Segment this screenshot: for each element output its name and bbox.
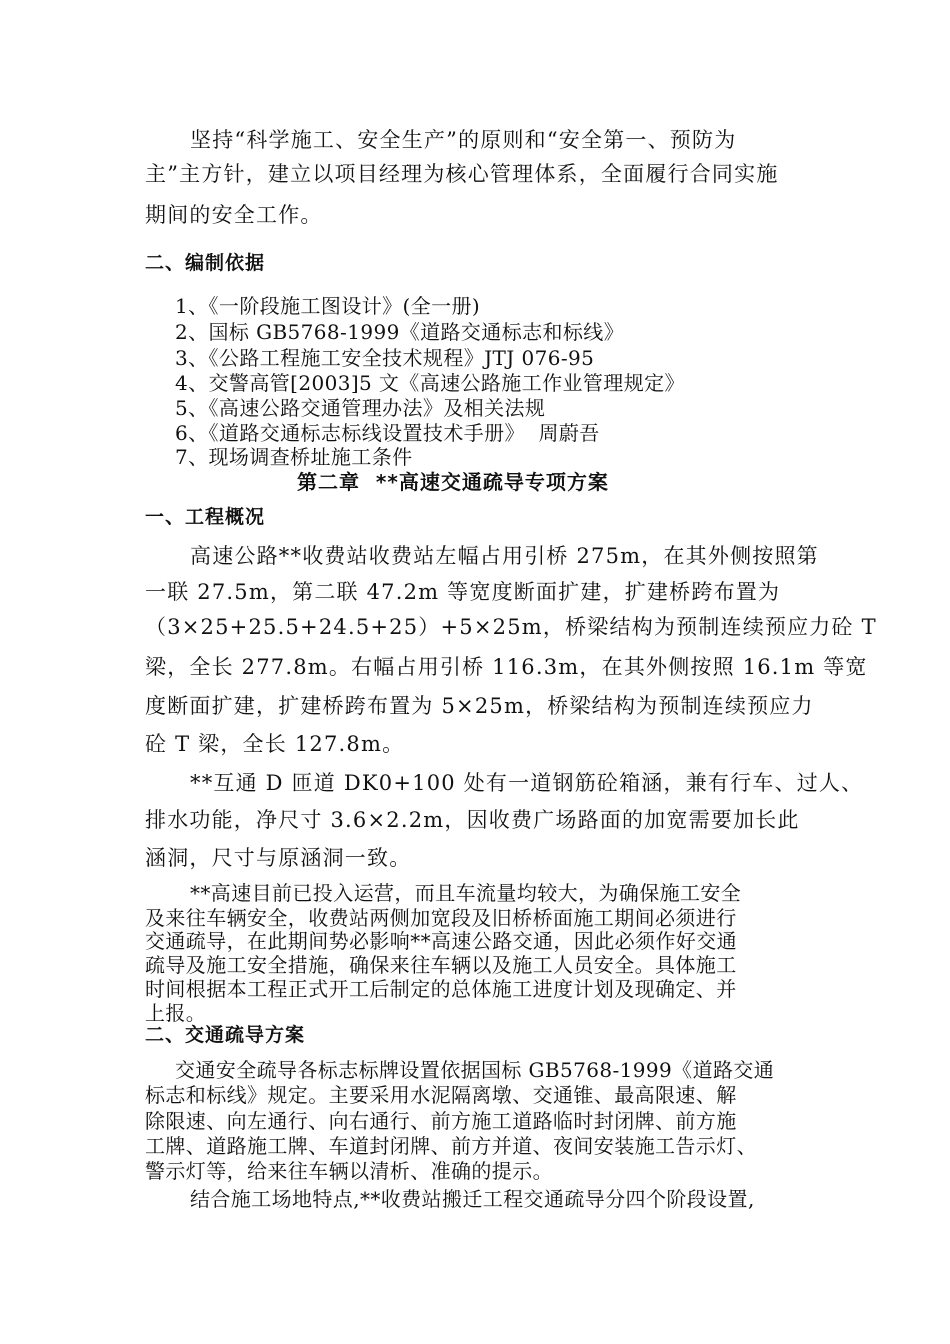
basis-item-2: 2、国标 GB5768-1999《道路交通标志和标线》 xyxy=(175,320,625,344)
overview-para3-line-3: 交通疏导，在此期间势必影响**高速公路交通，因此必须作好交通 xyxy=(145,929,737,953)
basis-item-4: 4、交警高管[2003]5 文《高速公路施工作业管理规定》 xyxy=(175,371,685,395)
overview-para1-line-4: 梁，全长 277.8m。右幅占用引桥 116.3m，在其外侧按照 16.1m 等宽 xyxy=(145,655,868,679)
overview-para1-line-5: 度断面扩建，扩建桥跨布置为 5×25m，桥梁结构为预制连续预应力 xyxy=(145,694,814,718)
plan-para2-line-1: 结合施工场地特点,**收费站搬迁工程交通疏导分四个阶段设置, xyxy=(190,1187,755,1211)
overview-para3-line-5: 时间根据本工程正式开工后制定的总体施工进度计划及现确定、并 xyxy=(145,977,737,1001)
basis-item-6: 6、《道路交通标志标线设置技术手册》 周蔚吾 xyxy=(175,421,600,445)
basis-item-5: 5、《高速公路交通管理办法》及相关法规 xyxy=(175,396,546,420)
plan-para1-line-2: 标志和标线》规定。主要采用水泥隔离墩、交通锥、最高限速、解 xyxy=(145,1083,737,1107)
basis-item-3: 3、《公路工程施工安全技术规程》JTJ 076-95 xyxy=(175,346,595,370)
overview-para2-line-2: 排水功能，净尺寸 3.6×2.2m，因收费广场路面的加宽需要加长此 xyxy=(145,808,800,832)
overview-para3-line-2: 及来往车辆安全，收费站两侧加宽段及旧桥桥面施工期间必须进行 xyxy=(145,906,737,930)
overview-para1-line-2: 一联 27.5m，第二联 47.2m 等宽度断面扩建，扩建桥跨布置为 xyxy=(145,580,781,604)
basis-item-1: 1、《一阶段施工图设计》(全一册) xyxy=(175,294,481,318)
plan-para1-line-5: 警示灯等，给来往车辆以清析、准确的提示。 xyxy=(145,1159,553,1183)
intro-line-2: 主”主方针，建立以项目经理为核心管理体系，全面履行合同实施 xyxy=(145,162,779,186)
overview-para2-line-1: **互通 D 匝道 DK0+100 处有一道钢筋砼箱涵，兼有行车、过人、 xyxy=(190,771,864,795)
plan-para1-line-4: 工牌、道路施工牌、车道封闭牌、前方并道、夜间安装施工告示灯、 xyxy=(145,1134,757,1158)
intro-line-3: 期间的安全工作。 xyxy=(145,203,323,227)
section-heading-overview: 一、工程概况 xyxy=(145,506,266,528)
plan-para1-line-3: 除限速、向左通行、向右通行、前方施工道路临时封闭牌、前方施 xyxy=(145,1109,737,1133)
overview-para1-line-1: 高速公路**收费站收费站左幅占用引桥 275m，在其外侧按照第 xyxy=(190,544,819,568)
overview-para1-line-3: （3×25+25.5+24.5+25）+5×25m，桥梁结构为预制连续预应力砼 T xyxy=(145,615,877,639)
section-heading-plan: 二、交通疏导方案 xyxy=(145,1024,306,1046)
overview-para2-line-3: 涵洞，尺寸与原涵洞一致。 xyxy=(145,846,412,870)
plan-para1-line-1: 交通安全疏导各标志标牌设置依据国标 GB5768-1999《道路交通 xyxy=(175,1058,775,1082)
basis-item-7: 7、现场调查桥址施工条件 xyxy=(175,445,413,469)
overview-para3-line-4: 疏导及施工安全措施，确保来往车辆以及施工人员安全。具体施工 xyxy=(145,953,737,977)
overview-para3-line-1: **高速目前已投入运营，而且车流量均较大，为确保施工安全 xyxy=(190,881,742,905)
chapter-title: 第二章 **高速交通疏导专项方案 xyxy=(297,470,609,494)
overview-para3-line-6: 上报。 xyxy=(145,1001,207,1025)
overview-para1-line-6: 砼 T 梁，全长 127.8m。 xyxy=(145,732,405,756)
section-heading-basis: 二、编制依据 xyxy=(145,252,266,274)
intro-line-1: 坚持“科学施工、安全生产”的原则和“安全第一、预防为 xyxy=(190,128,737,152)
